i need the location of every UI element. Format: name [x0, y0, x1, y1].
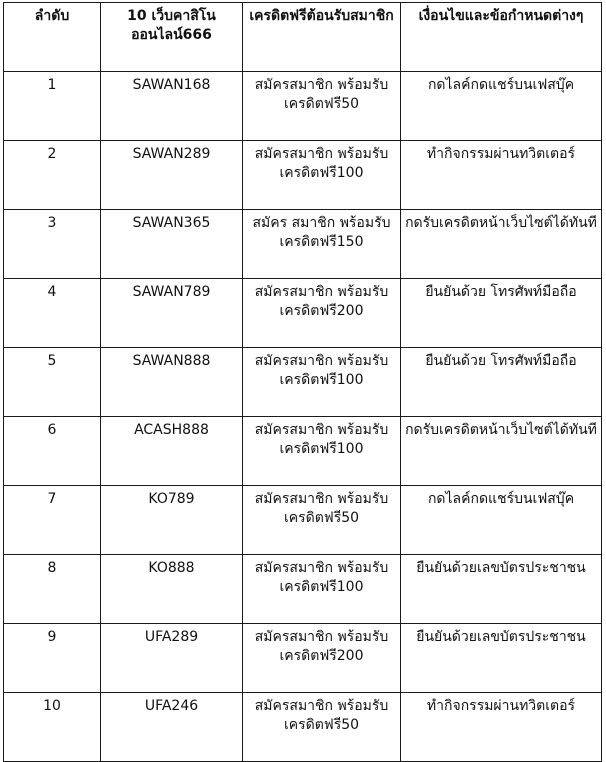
row-order: 1 [4, 72, 101, 141]
table-row [4, 486, 602, 555]
row-casino-site: SAWAN168 [101, 72, 243, 141]
row-conditions: กดรับเครดิตหน้าเว็บไซต์ได้ทันที [401, 417, 602, 486]
row-casino-site: SAWAN289 [101, 141, 243, 210]
row-order: 2 [4, 141, 101, 210]
table-header-row [4, 3, 602, 72]
row-free-credit: สมัครสมาชิก พร้อมรับเครดิตฟรี50 [243, 693, 401, 762]
row-conditions: ยืนยันด้วย โทรศัพท์มือถือ [401, 279, 602, 348]
row-conditions: ยืนยันด้วย โทรศัพท์มือถือ [401, 348, 602, 417]
table-row [4, 210, 602, 279]
table-body [4, 72, 602, 762]
header-order: ลำดับ [4, 3, 101, 72]
row-order: 4 [4, 279, 101, 348]
row-conditions: กดไลค์กดแชร์บนเฟสบุ๊ค [401, 486, 602, 555]
header-conditions: เงื่อนไขและข้อกำหนดต่างๆ [401, 3, 602, 72]
row-free-credit: สมัครสมาชิก พร้อมรับเครดิตฟรี200 [243, 624, 401, 693]
row-casino-site: KO888 [101, 555, 243, 624]
table-row [4, 279, 602, 348]
row-free-credit: สมัครสมาชิก พร้อมรับเครดิตฟรี50 [243, 486, 401, 555]
row-conditions: กดรับเครดิตหน้าเว็บไซต์ได้ทันที [401, 210, 602, 279]
table-row [4, 693, 602, 762]
row-casino-site: UFA246 [101, 693, 243, 762]
row-order: 7 [4, 486, 101, 555]
row-free-credit: สมัคร สมาชิก พร้อมรับเครดิตฟรี150 [243, 210, 401, 279]
table-row [4, 141, 602, 210]
row-order: 10 [4, 693, 101, 762]
row-order: 9 [4, 624, 101, 693]
table-row [4, 624, 602, 693]
row-free-credit: สมัครสมาชิก พร้อมรับเครดิตฟรี100 [243, 555, 401, 624]
table-row [4, 72, 602, 141]
row-casino-site: ACASH888 [101, 417, 243, 486]
casino-table-container [3, 2, 601, 762]
row-casino-site: SAWAN365 [101, 210, 243, 279]
row-free-credit: สมัครสมาชิก พร้อมรับเครดิตฟรี200 [243, 279, 401, 348]
casino-credit-table [3, 2, 602, 762]
row-conditions: ทำกิจกรรมผ่านทวิตเตอร์ [401, 141, 602, 210]
row-order: 5 [4, 348, 101, 417]
table-row [4, 348, 602, 417]
row-free-credit: สมัครสมาชิก พร้อมรับเครดิตฟรี50 [243, 72, 401, 141]
row-order: 3 [4, 210, 101, 279]
row-conditions: กดไลค์กดแชร์บนเฟสบุ๊ค [401, 72, 602, 141]
row-free-credit: สมัครสมาชิก พร้อมรับเครดิตฟรี100 [243, 348, 401, 417]
table-row [4, 417, 602, 486]
row-conditions: ทำกิจกรรมผ่านทวิตเตอร์ [401, 693, 602, 762]
row-conditions: ยืนยันด้วยเลขบัตรประชาชน [401, 555, 602, 624]
row-free-credit: สมัครสมาชิก พร้อมรับเครดิตฟรี100 [243, 141, 401, 210]
row-order: 6 [4, 417, 101, 486]
table-row [4, 555, 602, 624]
header-free-credit: เครดิตฟรีต้อนรับสมาชิก [243, 3, 401, 72]
row-casino-site: UFA289 [101, 624, 243, 693]
row-casino-site: SAWAN789 [101, 279, 243, 348]
row-order: 8 [4, 555, 101, 624]
row-free-credit: สมัครสมาชิก พร้อมรับเครดิตฟรี100 [243, 417, 401, 486]
row-casino-site: SAWAN888 [101, 348, 243, 417]
row-conditions: ยืนยันด้วยเลขบัตรประชาชน [401, 624, 602, 693]
header-casino-site: 10 เว็บคาสิโนออนไลน์666 [101, 3, 243, 72]
row-casino-site: KO789 [101, 486, 243, 555]
